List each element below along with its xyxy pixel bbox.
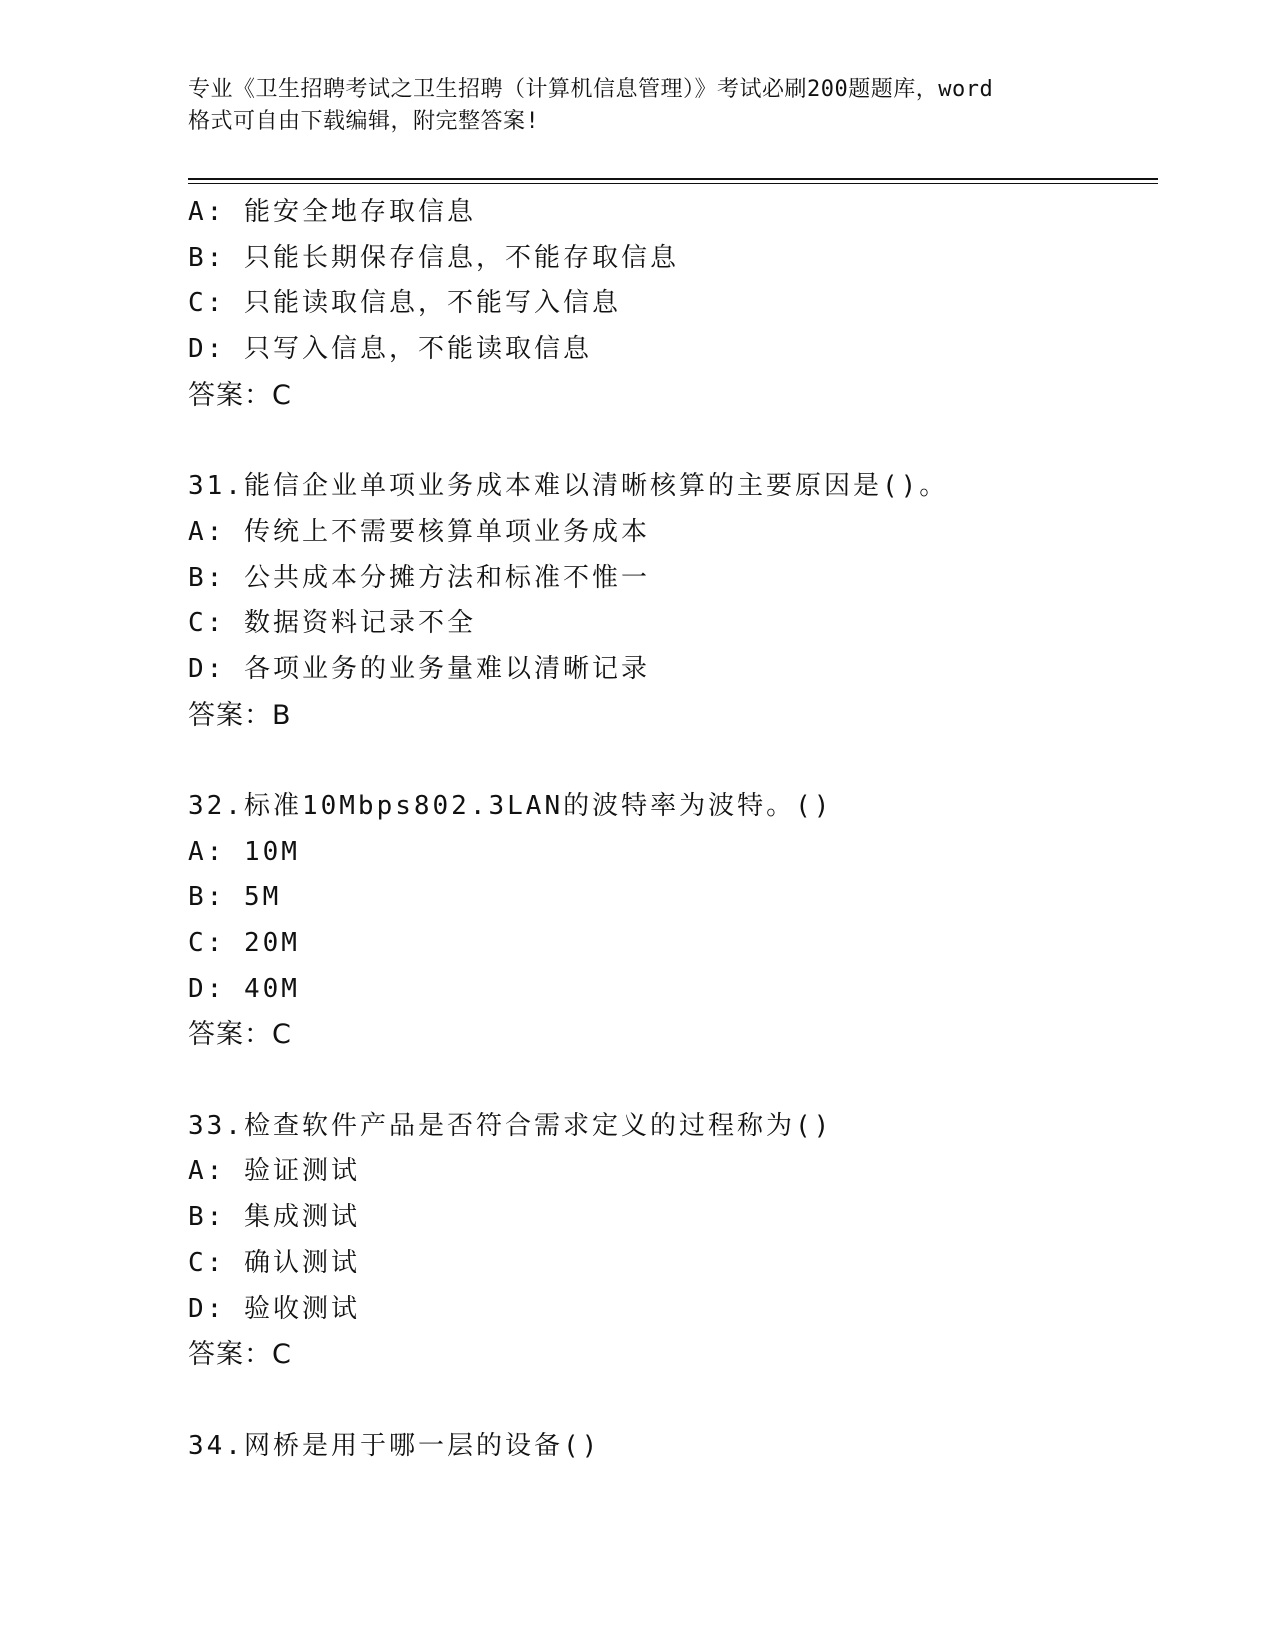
option-c: C: 数据资料记录不全 [188,608,476,639]
option-d: D: 各项业务的业务量难以清晰记录 [188,653,650,684]
header-line-1: 专业《卫生招聘考试之卫生招聘（计算机信息管理）》考试必刷200题题库，word [188,77,994,102]
option-a: A: 验证测试 [188,1156,360,1187]
question-block-33 [188,1104,1158,1378]
option-a: A: 10M [188,836,300,867]
option-a: A: 能安全地存取信息 [188,197,476,227]
spacer [188,1378,1158,1424]
question-block-partial [188,190,1158,418]
question-text: 32.标准10Mbps802.3LAN的波特率为波特。() [188,790,833,821]
spacer [188,418,1158,464]
question-block-34 [188,1424,1158,1470]
spacer [188,1058,1158,1104]
option-b: B: 只能长期保存信息，不能存取信息 [188,242,679,273]
question-text: 33.检查软件产品是否符合需求定义的过程称为() [188,1110,833,1141]
answer: 答案：C [188,1339,292,1371]
answer: 答案：B [188,699,292,731]
answer: 答案：C [188,379,292,411]
question-text: 34.网桥是用于哪一层的设备() [188,1430,601,1461]
option-d: D: 只写入信息，不能读取信息 [188,334,592,365]
option-c: C: 确认测试 [188,1247,360,1278]
question-block-31 [188,464,1158,738]
question-text: 31.能信企业单项业务成本难以清晰核算的主要原因是()。 [188,471,949,502]
option-b: B: 集成测试 [188,1202,360,1233]
option-b: B: 公共成本分摊方法和标准不惟一 [188,562,650,593]
option-c: C: 只能读取信息，不能写入信息 [188,288,621,319]
option-b: B: 5M [188,882,282,913]
option-c: C: 20M [188,928,300,958]
option-d: D: 40M [188,973,300,1004]
question-list [188,190,1158,1469]
header-divider [188,178,1158,184]
question-block-32 [188,784,1158,1058]
answer: 答案：C [188,1019,292,1051]
option-d: D: 验收测试 [188,1293,360,1324]
spacer [188,738,1158,784]
document-header [188,74,1088,138]
header-line-2: 格式可自由下载编辑，附完整答案! [188,109,540,134]
option-a: A: 传统上不需要核算单项业务成本 [188,516,650,547]
